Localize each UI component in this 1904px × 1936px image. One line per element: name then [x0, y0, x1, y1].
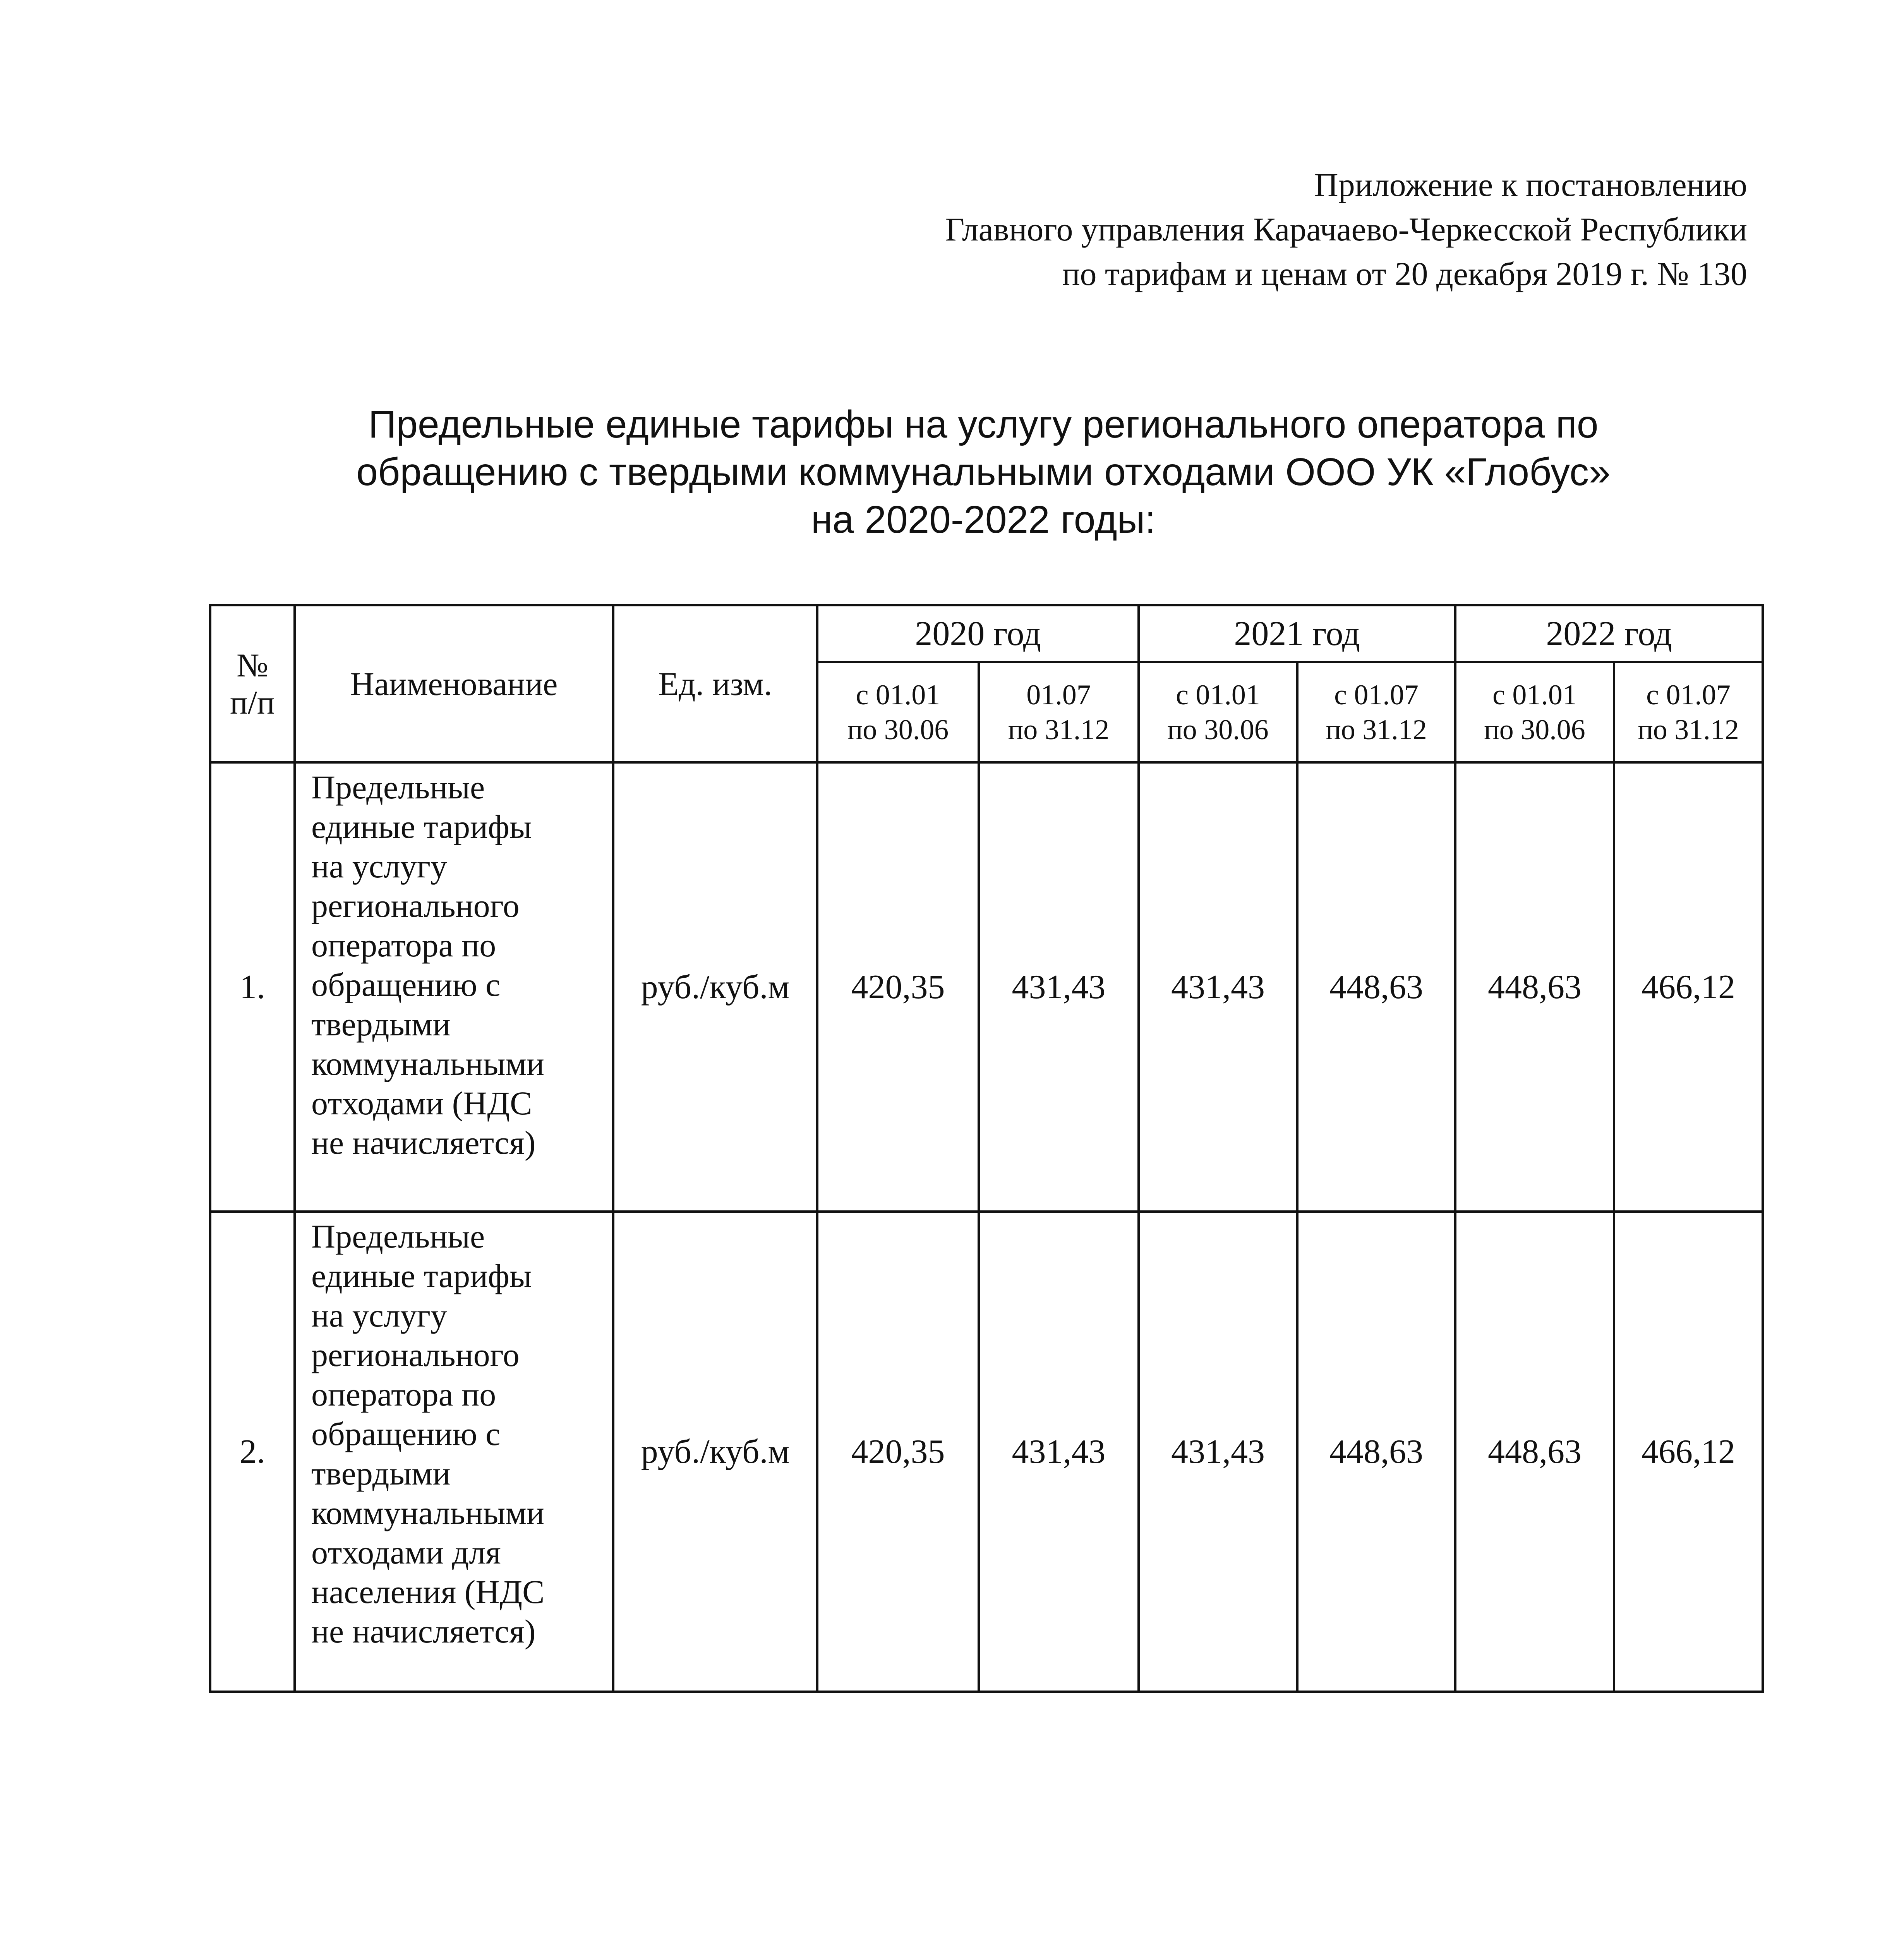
- row-name: [295, 1212, 613, 1692]
- row-name-line: на услугу: [311, 1297, 448, 1334]
- header-row-years: [210, 605, 1763, 662]
- row-name-line: не начисляется): [311, 1124, 536, 1161]
- row-name-line: населения (НДС: [311, 1573, 545, 1610]
- row-name-line: обращению с: [311, 1415, 501, 1452]
- tariff-value: 431,43: [979, 762, 1139, 1212]
- header-period: [979, 662, 1139, 762]
- row-name-line: твердыми: [311, 1455, 451, 1492]
- row-name-line: Предельные: [311, 1218, 485, 1255]
- tariff-value: 431,43: [1139, 1212, 1297, 1692]
- tariff-value: 448,63: [1297, 1212, 1455, 1692]
- header-year-2020: 2020 год: [817, 605, 1139, 662]
- tariff-table: [209, 604, 1764, 1693]
- header-period: [1455, 662, 1614, 762]
- row-name-line: оператора по: [311, 1376, 496, 1413]
- period-line: 01.07: [1026, 679, 1091, 711]
- period-line: по 31.12: [1326, 714, 1427, 746]
- period-line: с 01.07: [1334, 679, 1419, 711]
- tariff-value: 431,43: [1139, 762, 1297, 1212]
- row-name-line: отходами (НДС: [311, 1085, 532, 1122]
- period-line: по 30.06: [847, 714, 949, 746]
- row-number: 1.: [210, 762, 295, 1212]
- period-line: по 31.12: [1638, 714, 1739, 746]
- row-name-line: оператора по: [311, 927, 496, 964]
- tariff-value: 466,12: [1614, 762, 1763, 1212]
- title-line: обращению с твердыми коммунальными отходами ООО УК «Глобус»: [356, 450, 1611, 494]
- table-row: [210, 1212, 1763, 1692]
- period-line: с 01.01: [1176, 679, 1260, 711]
- row-name-line: коммунальными: [311, 1045, 544, 1082]
- row-name-line: не начисляется): [311, 1613, 536, 1650]
- document-title: [209, 401, 1758, 544]
- tariff-value: 431,43: [979, 1212, 1139, 1692]
- row-name-line: отходами для: [311, 1534, 501, 1571]
- header-num-line: п/п: [230, 684, 275, 721]
- row-name-line: единые тарифы: [311, 808, 532, 845]
- header-year-2021: 2021 год: [1139, 605, 1455, 662]
- row-name: [295, 762, 613, 1212]
- period-line: по 31.12: [1008, 714, 1110, 746]
- row-name-line: единые тарифы: [311, 1257, 532, 1294]
- header-period: [1139, 662, 1297, 762]
- row-name-line: обращению с: [311, 966, 501, 1003]
- period-line: по 30.06: [1167, 714, 1269, 746]
- header-period: [1614, 662, 1763, 762]
- tariff-value: 420,35: [817, 762, 979, 1212]
- tariff-value: 448,63: [1455, 1212, 1614, 1692]
- header-year-2022: 2022 год: [1455, 605, 1763, 662]
- tariff-value: 448,63: [1297, 762, 1455, 1212]
- row-name-line: регионального: [311, 887, 520, 924]
- table-row: [210, 762, 1763, 1212]
- row-name-line: Предельные: [311, 769, 485, 806]
- header-num-line: №: [236, 647, 269, 684]
- period-line: с 01.01: [856, 679, 940, 711]
- header-num: [210, 605, 295, 762]
- period-line: с 01.01: [1492, 679, 1577, 711]
- period-line: по 30.06: [1484, 714, 1585, 746]
- header-period: [1297, 662, 1455, 762]
- tariff-value: 448,63: [1455, 762, 1614, 1212]
- row-unit: руб./куб.м: [613, 762, 817, 1212]
- header-name: Наименование: [295, 605, 613, 762]
- title-line: Предельные единые тарифы на услугу регионального оператора по: [368, 403, 1599, 446]
- row-unit: руб./куб.м: [613, 1212, 817, 1692]
- row-name-line: твердыми: [311, 1006, 451, 1043]
- header-unit: Ед. изм.: [613, 605, 817, 762]
- row-name-line: коммунальными: [311, 1494, 544, 1531]
- header-period: [817, 662, 979, 762]
- period-line: с 01.07: [1646, 679, 1731, 711]
- row-name-line: регионального: [311, 1336, 520, 1373]
- appendix-header: [945, 163, 1747, 296]
- appendix-line: Главного управления Карачаево-Черкесской Республики: [945, 211, 1747, 248]
- tariff-value: 420,35: [817, 1212, 979, 1692]
- appendix-line: Приложение к постановлению: [1314, 166, 1747, 203]
- title-line: на 2020-2022 годы:: [811, 498, 1156, 541]
- tariff-value: 466,12: [1614, 1212, 1763, 1692]
- row-number: 2.: [210, 1212, 295, 1692]
- appendix-line: по тарифам и ценам от 20 декабря 2019 г. № 130: [1062, 255, 1747, 292]
- row-name-line: на услугу: [311, 848, 448, 885]
